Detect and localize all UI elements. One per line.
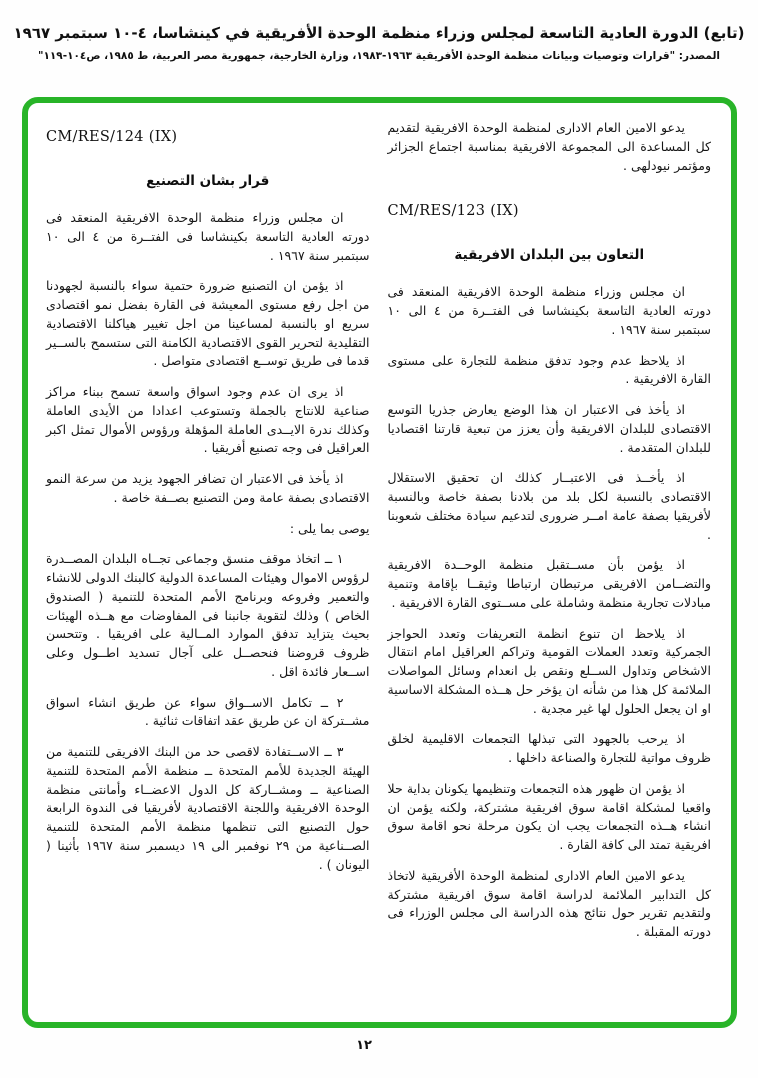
paragraph: اذ يؤمن ان ظهور هذه التجمعات وتنظيمها يكونان بداية حلا واقعيا لمشكلة اقامة سوق افريقية مشتركة، ولكنه يؤمن ان انشاء هــذه التجمعات يجب ان يكون مرحلة نحو اقامة سوق افريقية تمتد الى كافة القارة . (387, 780, 711, 852)
paragraph: اذ يأخذ فى الاعتبار ان هذا الوضع يعارض جذريا التوسع الاقتصادى للبلدان الافريقية وأن يعزز من تبعية قارتنا اقتصاديا للبلدان المتقدمة . (387, 402, 711, 455)
resolution-number-124: CM/RES/124 (IX) (46, 129, 178, 145)
resolution-124-title: قرار بشان التصنيع (146, 172, 270, 189)
paragraph: اذ يرى ان عدم وجود اسواق واسعة تسمح ببناء مراكز صناعية للانتاج بالجملة وتستوعب اعدادا من الأيدى العاملة وكذلك ندرة الايــدى العاملة المؤهلة ورؤوس الأموال تمثل اكبر العراقيل فى وجه تصنيع أفريقيا . (46, 384, 370, 456)
page-header (0, 24, 758, 62)
column-left (46, 119, 370, 1022)
paragraph: يدعو الامين العام الادارى لمنظمة الوحدة الأفريقية لاتخاذ كل التدابير الملائمة لدراسة اقامة سوق افريقية مشتركة ولتقديم تقرير حول نتائج هذه الدراسة الى مجلس الوزراء فى دورته المقبلة . (387, 867, 711, 939)
recommendation-lead: يوصى بما يلى : (289, 520, 370, 536)
list-item: ١ ــ اتخاذ موقف منسق وجماعى تجــاه البلدان المصــدرة لرؤوس الاموال وهيئات المساعدة الدولية كالبنك الدولى للانشاء والتعمير وفروعه وبرنامج الأمم المتحدة للتنمية ( الصندوق الخاص ) وذلك لتقوية جانبنا فى المفاوضات مع هــذه الهيئات بحيث يتزايد تدفق الموارد المــالية على افريقيا . وتتحسن ظروف قروضنا فنحصــل على آجال تسديد اطــول وعلى اســعار فائدة اقل . (46, 551, 370, 679)
paragraph: اذ يؤمن ان التصنيع ضرورة حتمية سواء بالنسبة لجهودنا من اجل رفع مستوى المعيشة فى القارة بفضل نمو اقتصادى سريع او بالنسبة لمساعينا من اجل تغيير هياكلنا الاقتصادية التقليدية لتحرير القوى الاقتصادية الكامنة التى ستسمح بالســير قدما فى طريق توســع اقتصادى متواصل . (46, 278, 370, 369)
closing-paragraph: يدعو الامين العام الادارى لمنظمة الوحدة الافريقية لتقديم كل المساعدة الى المجموعة الافريقية بمناسبة اجتماع الجزائر ومؤتمر نيودلهى . (387, 120, 711, 173)
two-column-text (46, 119, 711, 1022)
resolution-123-title: التعاون بين البلدان الافريقية (454, 247, 645, 263)
paragraph: اذ يأخــذ فى الاعتبــار كذلك ان تحقيق الاستقلال الاقتصادى بالنسبة لكل بلد من بلادنا بصفة خاصة وبالنسبة لأفريقيا بصفة عامة امــر ضرورى لتدعيم سيادة مختلف شعوبنا . (387, 470, 711, 542)
paragraph: اذ يلاحظ عدم وجود تدفق منظمة للتجارة على مستوى القارة الافريقية . (387, 352, 711, 387)
paragraph: اذ يرحب بالجهود التى تبذلها التجمعات الاقليمية لخلق ظروف مواتية للتجارة والصناعة داخلها . (387, 731, 711, 765)
paragraph: اذ يأخذ فى الاعتبار ان تضافر الجهود يزيد من سرعة النمو الاقتصادى بصفة عامة ومن التصنيع بصــفة خاصة . (46, 471, 370, 505)
source-line: المصدر: "قرارات وتوصيات وبيانات منظمة الوحدة الأفريقية ١٩٦٣-١٩٨٣، وزارة الخارجية، جمهورية مصر العربية، ط ١٩٨٥، ص١٠٤-١١٩" (38, 50, 720, 62)
paragraph: ان مجلس وزراء منظمة الوحدة الافريقية المنعقد فى دورته العادية التاسعة بكينشاسا فى الفتــرة من ٤ الى ١٠ سبتمبر سنة ١٩٦٧ . (46, 210, 370, 263)
list-item: ٢ ــ تكامل الاســواق سواء عن طريق انشاء اسواق مشــتركة ان عن طريق عقد اتفاقات ثنائية . (46, 694, 370, 729)
session-title: (تابع) الدورة العادية التاسعة لمجلس وزراء منظمة الوحدة الأفريقية في كينشاسا، ٤-١٠ سبتمبر ١٩٦٧ (13, 24, 745, 42)
column-right (388, 119, 712, 1022)
paragraph: ان مجلس وزراء منظمة الوحدة الافريقية المنعقد فى دورته العادية التاسعة بكينشاسا فى الفتــرة من ٤ الى ١٠ سبتمبر سنة ١٩٦٧ . (387, 284, 711, 337)
resolution-number-123: CM/RES/123 (IX) (387, 203, 519, 220)
page-number: ١٢ (356, 1038, 372, 1053)
content-border (22, 97, 737, 1028)
paragraph: اذ يؤمن بأن مســتقبل منظمة الوحــدة الافريقية والتضــامن الافريقى مرتبطان ارتباطا وثيقــا بإقامة وتنمية مبادلات تجارية منظمة وشاملة على مســتوى القارة الافريقية . (387, 557, 711, 610)
list-item: ٣ ــ الاســتفادة لاقصى حد من البنك الافريقى للتنمية من الهيئة الجديدة للأمم المتحدة ــ منظمة الأمم المتحدة للتنمية الصناعية ــ ومشــاركة كل الدول الاعضــاء وأمانتى منظمة الوحدة الافريقية واللجنة الاقتصادية لأفريقيا فى الندوة الرابعة حول التصنيع التى تنظمها منظمة الأمم المتحدة للتنمية الصــناعية من ٢٩ نوفمبر الى ١٩ ديسمبر سنة ١٩٦٧ بأثينا ( اليونان ) . (46, 744, 370, 872)
paragraph: اذ يلاحظ ان تنوع انظمة التعريفات وتعدد الحواجز الجمركية وتعدد العملات القومية وتراكم العراقيل امام انتقال الاشخاص وتداول الســلع ونقص بل انعدام وسائل المواصلات الملائمة كل هذا من شأنه ان يؤخر حل هــذه المشكلة الاساسية او ان يجعل الحلول لها غير مجدية . (387, 625, 711, 716)
